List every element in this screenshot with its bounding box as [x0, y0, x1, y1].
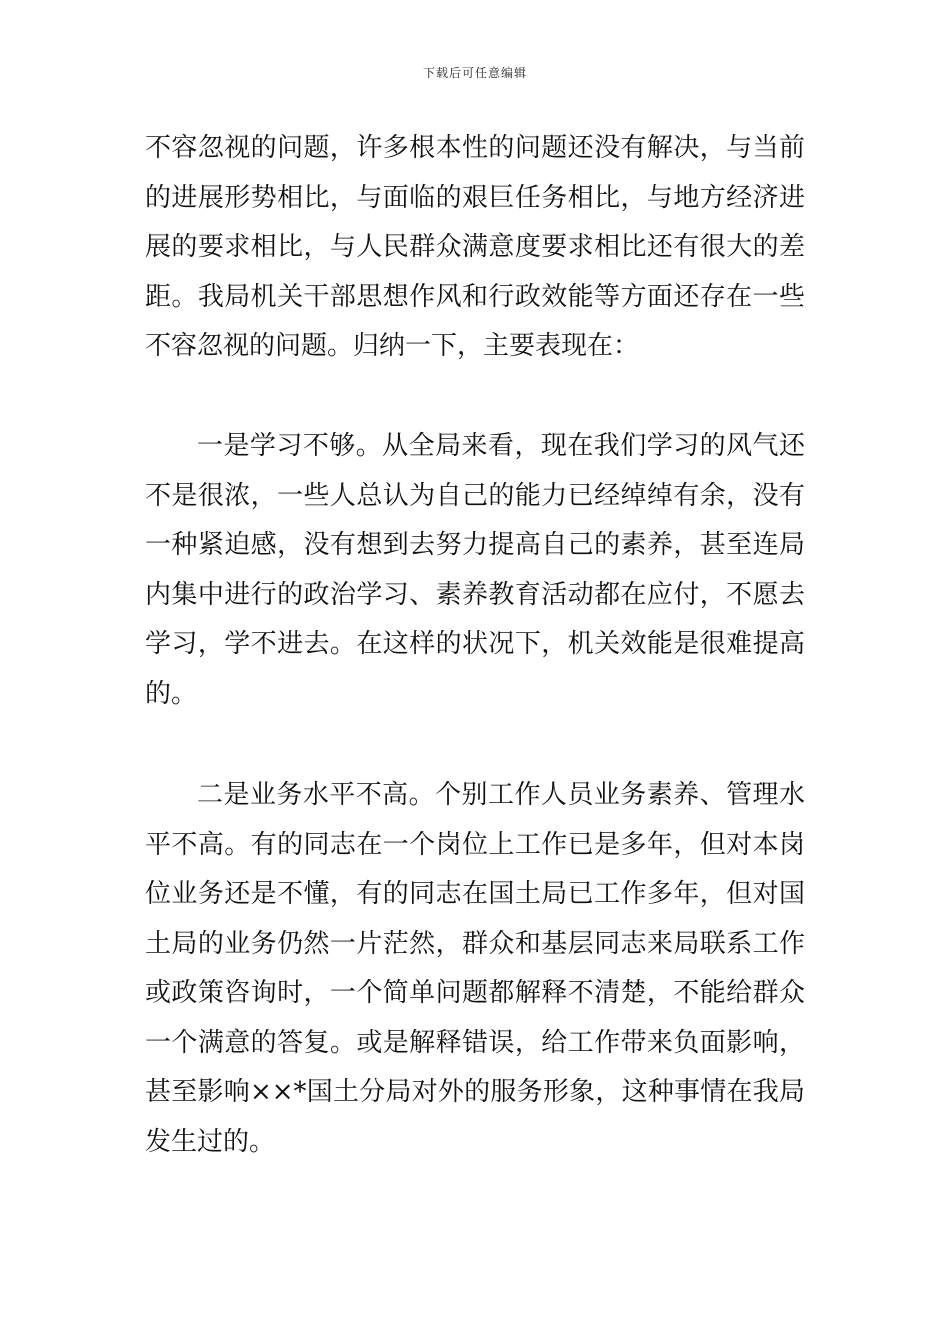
paragraph-continuation: 不容忽视的问题，许多根本性的问题还没有解决，与当前的进展形势相比，与面临的艰巨任务相比，与地方经济进展的要求相比，与人民群众满意度要求相比还有很大的差距。我局机关干部思想作风和行政效能等方面还存在一些不容忽视的问题。归纳一下，主要表现在：: [145, 133, 805, 361]
paragraph-learning: 一是学习不够。从全局来看，现在我们学习的风气还不是很浓，一些人总认为自己的能力已经绰绰有余，没有一种紧迫感，没有想到去努力提高自己的素养，甚至连局内集中进行的政治学习、素养教育活动都在应付，不愿去学习，学不进去。在这样的状况下，机关效能是很难提高的。: [145, 431, 805, 709]
page-header: 下载后可任意编辑: [422, 66, 527, 80]
paragraph-business-level: 二是业务水平不高。个别工作人员业务素养、管理水平不高。有的同志在一个岗位上工作已是多年，但对本岗位业务还是不懂，有的同志在国土局已工作多年，但对国土局的业务仍然一片茫然，群众和基层同志来局联系工作或政策咨询时，一个简单问题都解释不清楚，不能给群众一个满意的答复。或是解释错误，给工作带来负面影响，甚至影响××*国土分局对外的服务形象，这种事情在我局发生过的。: [145, 780, 805, 1157]
